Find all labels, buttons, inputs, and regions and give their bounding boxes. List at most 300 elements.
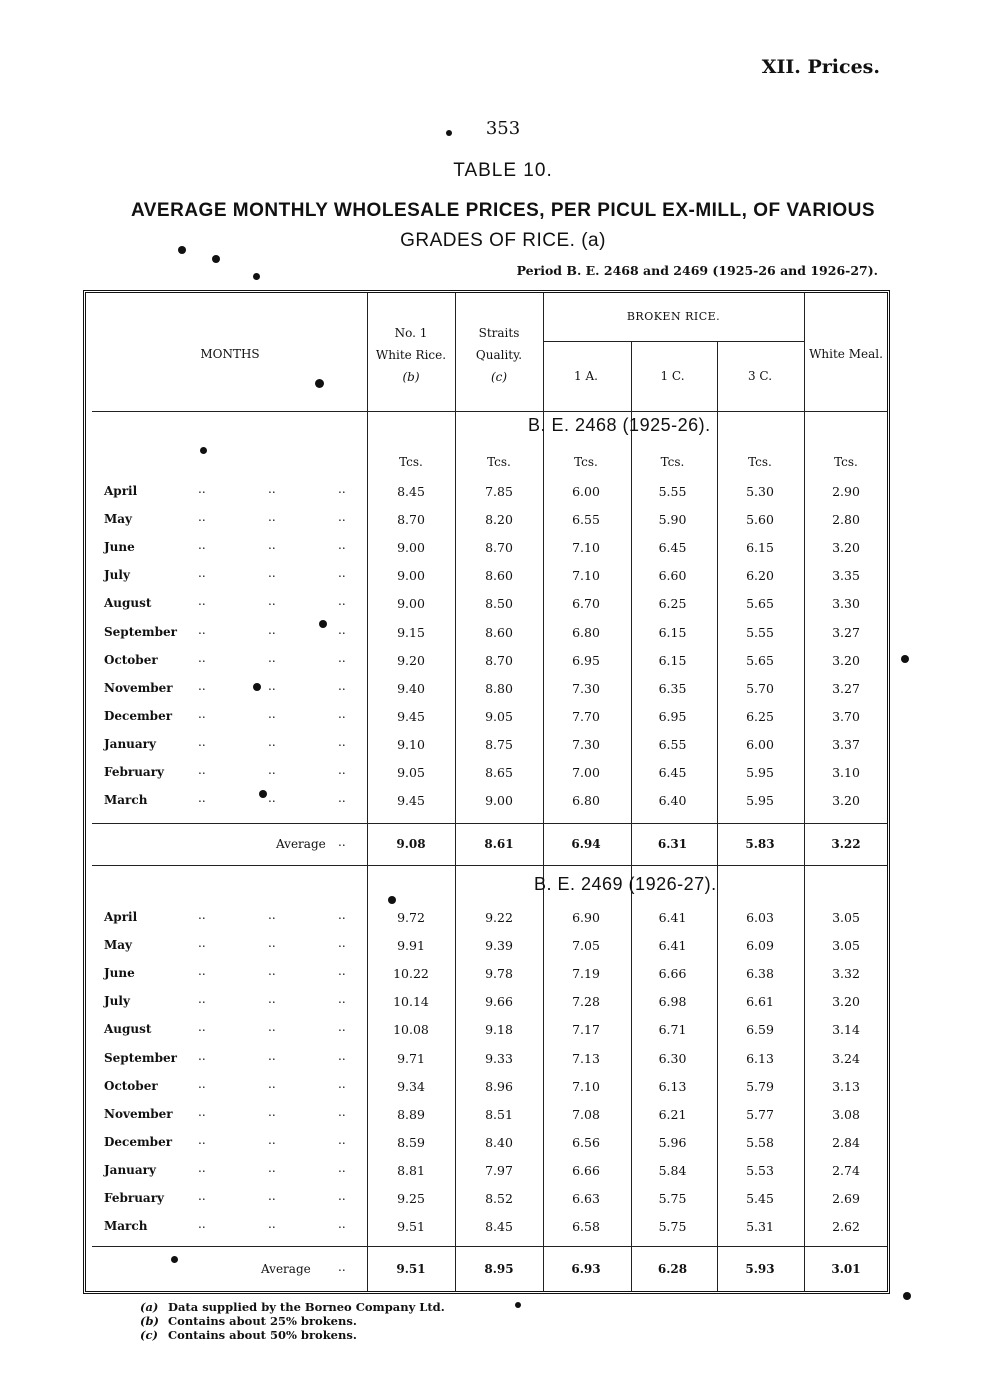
period-subtitle: Period B. E. 2468 and 2469 (1925-26 and 1926-27). [516, 263, 878, 278]
price-cell: 9.39 [485, 938, 513, 954]
average-cell: 6.31 [657, 837, 688, 851]
table-row [86, 731, 887, 759]
price-cell: 9.05 [485, 708, 513, 724]
price-cell: 6.90 [572, 910, 600, 925]
price-cell: 9.10 [397, 736, 425, 752]
average-rule [92, 1246, 887, 1247]
price-cell: 6.70 [572, 596, 600, 612]
price-cell: 5.53 [746, 1162, 774, 1178]
price-cell: 8.45 [397, 484, 425, 499]
col-header-white-rice [367, 322, 455, 388]
price-cell: 3.20 [832, 793, 860, 809]
price-cell: 8.89 [397, 1106, 425, 1122]
price-cell: 7.97 [485, 1162, 513, 1178]
price-cell: 8.45 [485, 1219, 513, 1235]
col-header-3c: 3 C. [747, 369, 773, 383]
price-cell: 6.20 [746, 568, 774, 584]
price-cell: 9.22 [485, 910, 513, 925]
month-label: May [104, 938, 133, 953]
table-row [86, 675, 887, 703]
leader-dots: .. [198, 1104, 206, 1119]
leader-dots: .. [338, 936, 346, 951]
price-cell: 5.95 [746, 765, 774, 780]
unit-label: Tcs. [660, 455, 685, 469]
leader-dots: .. [268, 510, 276, 525]
leader-dots: .. [198, 594, 206, 609]
price-cell: 7.10 [572, 540, 600, 556]
leader-dots: .. [338, 1104, 346, 1119]
leader-dots: .. [198, 1076, 206, 1091]
scan-speck [315, 379, 324, 388]
leader-dots: .. [338, 734, 346, 749]
footnote-mark: (b) [140, 1314, 159, 1328]
price-cell: 6.35 [658, 680, 687, 696]
price-cell: 9.25 [397, 1191, 425, 1206]
average-cell: 8.95 [484, 1262, 514, 1276]
price-cell: 9.72 [397, 910, 425, 925]
table-row [86, 1073, 887, 1101]
leader-dots: .. [268, 594, 276, 609]
leader-dots: .. [198, 992, 206, 1007]
price-cell: 9.20 [397, 652, 425, 668]
table-row [86, 1213, 887, 1241]
leader-dots: .. [338, 1160, 346, 1175]
average-cell: 9.08 [396, 837, 426, 851]
price-cell: 6.41 [658, 910, 687, 925]
price-cell: 7.10 [572, 1078, 600, 1094]
average-row [86, 1256, 887, 1284]
col-header-straits-line2: Quality. [475, 348, 523, 362]
price-cell: 5.58 [746, 1134, 774, 1150]
price-cell: 6.71 [658, 1022, 687, 1038]
unit-label: Tcs. [574, 455, 598, 469]
average-cell: 5.83 [745, 837, 775, 851]
price-cell: 6.15 [658, 624, 687, 640]
price-cell: 5.90 [658, 512, 687, 528]
average-cell: 3.22 [831, 837, 861, 851]
scan-speck [200, 447, 207, 454]
section-header: XII. Prices. [761, 56, 880, 78]
unit-label: Tcs. [834, 455, 858, 469]
leader-dots: .. [198, 1132, 206, 1147]
leader-dots: .. [338, 622, 346, 637]
leader-dots: .. [268, 1132, 276, 1147]
broken-rice-underline [543, 341, 804, 342]
leader-dots: .. [198, 1160, 206, 1175]
leader-dots: .. [338, 510, 346, 525]
footnote [140, 1328, 445, 1342]
price-cell: 3.13 [832, 1078, 860, 1094]
price-cell: 8.70 [485, 540, 513, 556]
scan-speck [319, 620, 327, 628]
leader-dots: .. [268, 1189, 276, 1203]
price-cell: 3.27 [832, 624, 860, 640]
price-cell: 6.60 [658, 568, 687, 584]
price-cell: 6.61 [746, 994, 774, 1010]
table-row [86, 1016, 887, 1044]
leader-dots: .. [268, 482, 276, 496]
price-cell: 6.80 [572, 624, 600, 640]
price-cell: 8.60 [485, 624, 513, 640]
price-cell: 5.75 [658, 1191, 687, 1206]
price-cell: 6.03 [746, 910, 774, 925]
price-cell: 3.24 [832, 1050, 860, 1066]
col-header-1a: 1 A. [574, 369, 598, 383]
month-label: October [104, 652, 158, 667]
price-cell: 6.45 [658, 540, 687, 556]
average-row [86, 831, 887, 859]
price-cell: 8.96 [485, 1078, 513, 1094]
price-cell: 9.45 [397, 708, 425, 724]
leader-dots: .. [198, 482, 206, 496]
table-row [86, 534, 887, 562]
price-cell: 5.96 [658, 1134, 687, 1150]
col-header-straits-note: (c) [490, 370, 508, 384]
price-cell: 9.00 [397, 568, 425, 584]
average-cell: 5.93 [745, 1262, 775, 1276]
scan-speck [253, 273, 260, 280]
table-row [86, 647, 887, 675]
average-cell: 6.93 [571, 1262, 601, 1276]
leader-dots: .. [268, 734, 276, 749]
price-cell: 9.05 [397, 765, 425, 780]
price-cell: 5.30 [746, 484, 774, 499]
col-header-white-meal: White Meal. [809, 347, 883, 361]
leader-dots: .. [338, 992, 346, 1007]
leader-dots: .. [268, 936, 276, 951]
price-cell: 5.95 [746, 793, 774, 809]
average-label: Average [276, 837, 326, 851]
table-row [86, 1129, 887, 1157]
month-label: September [104, 1050, 177, 1065]
price-cell: 9.00 [397, 596, 425, 612]
month-label: September [104, 624, 177, 639]
price-cell: 6.98 [658, 994, 687, 1010]
price-cell: 6.09 [746, 938, 774, 954]
price-cell: 3.20 [832, 540, 860, 556]
leader-dots: .. [338, 678, 346, 693]
leader-dots: .. [198, 1217, 206, 1232]
month-label: January [104, 1162, 156, 1177]
section-heading: B. E. 2469 (1926-27). [534, 874, 717, 894]
average-rule [92, 823, 887, 824]
leader-dots: .. [268, 1020, 276, 1035]
price-cell: 5.60 [746, 512, 774, 528]
month-label: October [104, 1078, 158, 1093]
leader-dots: .. [198, 763, 206, 777]
leader-dots: .. [198, 650, 206, 665]
price-cell: 7.08 [572, 1106, 600, 1122]
unit-label: Tcs. [487, 455, 511, 469]
price-cell: 5.55 [746, 624, 774, 640]
average-cell: 8.61 [484, 837, 514, 851]
leader-dots: .. [338, 1260, 346, 1274]
price-cell: 7.05 [572, 938, 600, 954]
price-cell: 8.59 [397, 1134, 425, 1150]
price-cell: 6.15 [746, 540, 774, 556]
price-cell: 6.40 [658, 793, 687, 809]
leader-dots: .. [198, 622, 206, 637]
table-row [86, 988, 887, 1016]
leader-dots: .. [268, 538, 276, 553]
price-cell: 3.05 [832, 910, 860, 925]
month-label: May [104, 512, 133, 527]
price-cell: 6.45 [658, 765, 687, 780]
leader-dots: .. [268, 1048, 276, 1063]
leader-dots: .. [338, 482, 346, 496]
table-row [86, 619, 887, 647]
price-cell: 7.85 [485, 484, 513, 499]
leader-dots: .. [338, 566, 346, 581]
price-cell: 9.40 [397, 680, 425, 696]
price-cell: 7.10 [572, 568, 600, 584]
average-cell: 3.01 [831, 1262, 861, 1276]
price-cell: 9.45 [397, 793, 425, 809]
leader-dots: .. [338, 835, 346, 849]
price-cell: 6.21 [658, 1106, 687, 1122]
price-cell: 6.30 [658, 1050, 687, 1066]
price-cell: 3.05 [832, 938, 860, 954]
price-cell: 6.66 [572, 1162, 600, 1178]
average-cell: 6.28 [657, 1262, 688, 1276]
price-cell: 5.31 [746, 1219, 774, 1235]
leader-dots: .. [338, 706, 346, 721]
price-cell: 7.28 [572, 994, 600, 1010]
leader-dots: .. [268, 622, 276, 637]
leader-dots: .. [198, 734, 206, 749]
price-cell: 5.79 [746, 1078, 774, 1094]
price-cell: 6.13 [658, 1078, 687, 1094]
footnote-text: Contains about 50% brokens. [168, 1328, 357, 1342]
scan-speck [171, 1256, 178, 1263]
price-cell: 6.59 [746, 1022, 774, 1038]
price-cell: 3.10 [832, 765, 860, 780]
month-label: April [104, 910, 138, 924]
price-cell: 6.95 [572, 652, 600, 668]
table-row [86, 787, 887, 815]
price-cell: 8.65 [485, 765, 513, 780]
scan-speck [903, 1292, 911, 1300]
leader-dots: .. [268, 1217, 276, 1232]
price-cell: 9.71 [397, 1050, 425, 1066]
footnote-text: Data supplied by the Borneo Company Ltd. [168, 1300, 445, 1314]
price-cell: 8.20 [485, 512, 513, 528]
price-cell: 7.19 [572, 966, 600, 982]
price-cell: 8.70 [485, 652, 513, 668]
col-header-months: MONTHS [200, 347, 260, 361]
leader-dots: .. [198, 678, 206, 693]
price-cell: 8.70 [397, 512, 425, 528]
scan-speck [212, 255, 220, 263]
leader-dots: .. [338, 1189, 346, 1203]
scan-speck [259, 790, 267, 798]
price-cell: 5.65 [746, 652, 774, 668]
price-cell: 2.69 [832, 1191, 860, 1206]
leader-dots: .. [338, 538, 346, 553]
col-header-white-rice-line2: White Rice. [375, 348, 447, 362]
price-cell: 6.55 [572, 512, 600, 528]
price-cell: 9.66 [485, 994, 513, 1010]
price-cell: 6.13 [746, 1050, 774, 1066]
table-title-line-2: GRADES OF RICE. (a) [400, 230, 606, 251]
price-cell: 3.32 [832, 966, 860, 982]
leader-dots: .. [268, 791, 276, 806]
price-cell: 6.41 [658, 938, 687, 954]
table-row [86, 478, 887, 506]
table-row [86, 904, 887, 932]
price-cell: 9.18 [485, 1022, 513, 1038]
price-cell: 3.20 [832, 994, 860, 1010]
price-cell: 8.81 [397, 1162, 425, 1178]
col-header-straits-line1: Straits [478, 326, 520, 340]
leader-dots: .. [338, 1048, 346, 1063]
price-cell: 3.08 [832, 1106, 860, 1122]
average-cell: 6.94 [571, 837, 601, 851]
price-cell: 8.50 [485, 596, 513, 612]
price-cell: 5.84 [658, 1162, 687, 1178]
leader-dots: .. [268, 1160, 276, 1175]
leader-dots: .. [198, 566, 206, 581]
leader-dots: .. [338, 791, 346, 806]
page-number: 353 [485, 118, 521, 139]
scan-speck [901, 655, 909, 663]
price-cell: 7.30 [572, 680, 600, 696]
price-cell: 3.14 [832, 1022, 860, 1038]
table-row [86, 1101, 887, 1129]
price-cell: 9.51 [397, 1219, 425, 1235]
leader-dots: .. [198, 1048, 206, 1063]
price-cell: 9.91 [397, 938, 425, 954]
col-header-1c: 1 C. [660, 369, 685, 383]
leader-dots: .. [268, 964, 276, 979]
month-label: March [104, 793, 148, 808]
leader-dots: .. [198, 1189, 206, 1203]
month-label: June [104, 966, 135, 981]
price-cell: 8.51 [485, 1106, 513, 1122]
price-cell: 9.00 [397, 540, 425, 556]
leader-dots: .. [338, 1020, 346, 1035]
price-cell: 2.74 [832, 1162, 860, 1178]
price-cell: 2.84 [832, 1134, 860, 1150]
month-label: December [104, 708, 173, 723]
price-cell: 3.35 [832, 568, 860, 584]
month-label: February [104, 1191, 165, 1205]
month-label: June [104, 540, 135, 555]
price-cell: 9.15 [397, 624, 425, 640]
price-cell: 7.00 [572, 765, 600, 780]
price-cell: 6.00 [746, 736, 774, 752]
leader-dots: .. [268, 566, 276, 581]
col-header-straits [455, 322, 543, 388]
leader-dots: .. [268, 706, 276, 721]
leader-dots: .. [268, 1076, 276, 1091]
price-cell: 6.15 [658, 652, 687, 668]
footnote-text: Contains about 25% brokens. [168, 1314, 357, 1328]
table-row [86, 932, 887, 960]
leader-dots: .. [338, 964, 346, 979]
table-label: TABLE 10. [453, 160, 553, 181]
table-row [86, 759, 887, 787]
price-cell: 3.27 [832, 680, 860, 696]
price-cell: 3.20 [832, 652, 860, 668]
leader-dots: .. [338, 1217, 346, 1232]
leader-dots: .. [198, 1020, 206, 1035]
price-cell: 6.00 [572, 484, 600, 499]
price-cell: 10.22 [393, 966, 429, 982]
month-label: April [104, 484, 138, 498]
table-row [86, 1157, 887, 1185]
col-header-broken-rice: BROKEN RICE. [626, 310, 721, 323]
footnote-mark: (a) [140, 1300, 159, 1314]
col-header-white-rice-note: (b) [402, 370, 420, 384]
header-rule [92, 411, 887, 412]
month-label: November [104, 680, 173, 695]
price-cell: 10.08 [393, 1022, 429, 1038]
month-label: August [104, 1022, 152, 1037]
price-cell: 3.30 [832, 596, 860, 612]
table-row [86, 1185, 887, 1213]
month-label: July [104, 994, 130, 1009]
col-header-white-rice-line1: No. 1 [394, 326, 428, 340]
price-cell: 6.58 [572, 1219, 600, 1235]
table-row [86, 960, 887, 988]
scan-speck [178, 246, 186, 254]
leader-dots: .. [198, 510, 206, 525]
leader-dots: .. [268, 678, 276, 693]
price-cell: 2.90 [832, 484, 860, 499]
price-cell: 3.70 [832, 708, 860, 724]
scan-speck [388, 896, 396, 904]
footnote [140, 1314, 445, 1328]
price-cell: 2.62 [832, 1219, 860, 1235]
price-cell: 6.25 [746, 708, 774, 724]
price-cell: 5.55 [658, 484, 687, 499]
price-cell: 6.63 [572, 1191, 600, 1206]
table-row [86, 1045, 887, 1073]
leader-dots: .. [268, 992, 276, 1007]
month-label: November [104, 1106, 173, 1121]
price-cell: 5.75 [658, 1219, 687, 1235]
leader-dots: .. [338, 1132, 346, 1147]
unit-label: Tcs. [748, 455, 772, 469]
leader-dots: .. [198, 706, 206, 721]
month-label: July [104, 568, 130, 583]
price-cell: 7.30 [572, 736, 600, 752]
scan-speck [515, 1302, 521, 1308]
table-title-line-1: AVERAGE MONTHLY WHOLESALE PRICES, PER PICUL EX-MILL, OF VARIOUS [130, 200, 876, 221]
price-cell: 5.65 [746, 596, 774, 612]
price-cell: 6.95 [658, 708, 687, 724]
month-label: August [104, 596, 152, 611]
leader-dots: .. [338, 650, 346, 665]
price-cell: 5.77 [746, 1106, 774, 1122]
footnote [140, 1300, 445, 1314]
price-cell: 10.14 [393, 994, 429, 1010]
price-cell: 5.45 [746, 1191, 774, 1206]
month-label: December [104, 1134, 173, 1149]
price-cell: 6.66 [658, 966, 687, 982]
average-label: Average [261, 1262, 311, 1276]
leader-dots: .. [268, 908, 276, 922]
section-heading: B. E. 2468 (1925-26). [528, 415, 711, 435]
leader-dots: .. [198, 964, 206, 979]
price-cell: 6.80 [572, 793, 600, 809]
footnotes [140, 1300, 445, 1342]
leader-dots: .. [198, 908, 206, 922]
price-cell: 7.17 [572, 1022, 600, 1038]
scan-speck [446, 130, 452, 136]
leader-dots: .. [338, 594, 346, 609]
